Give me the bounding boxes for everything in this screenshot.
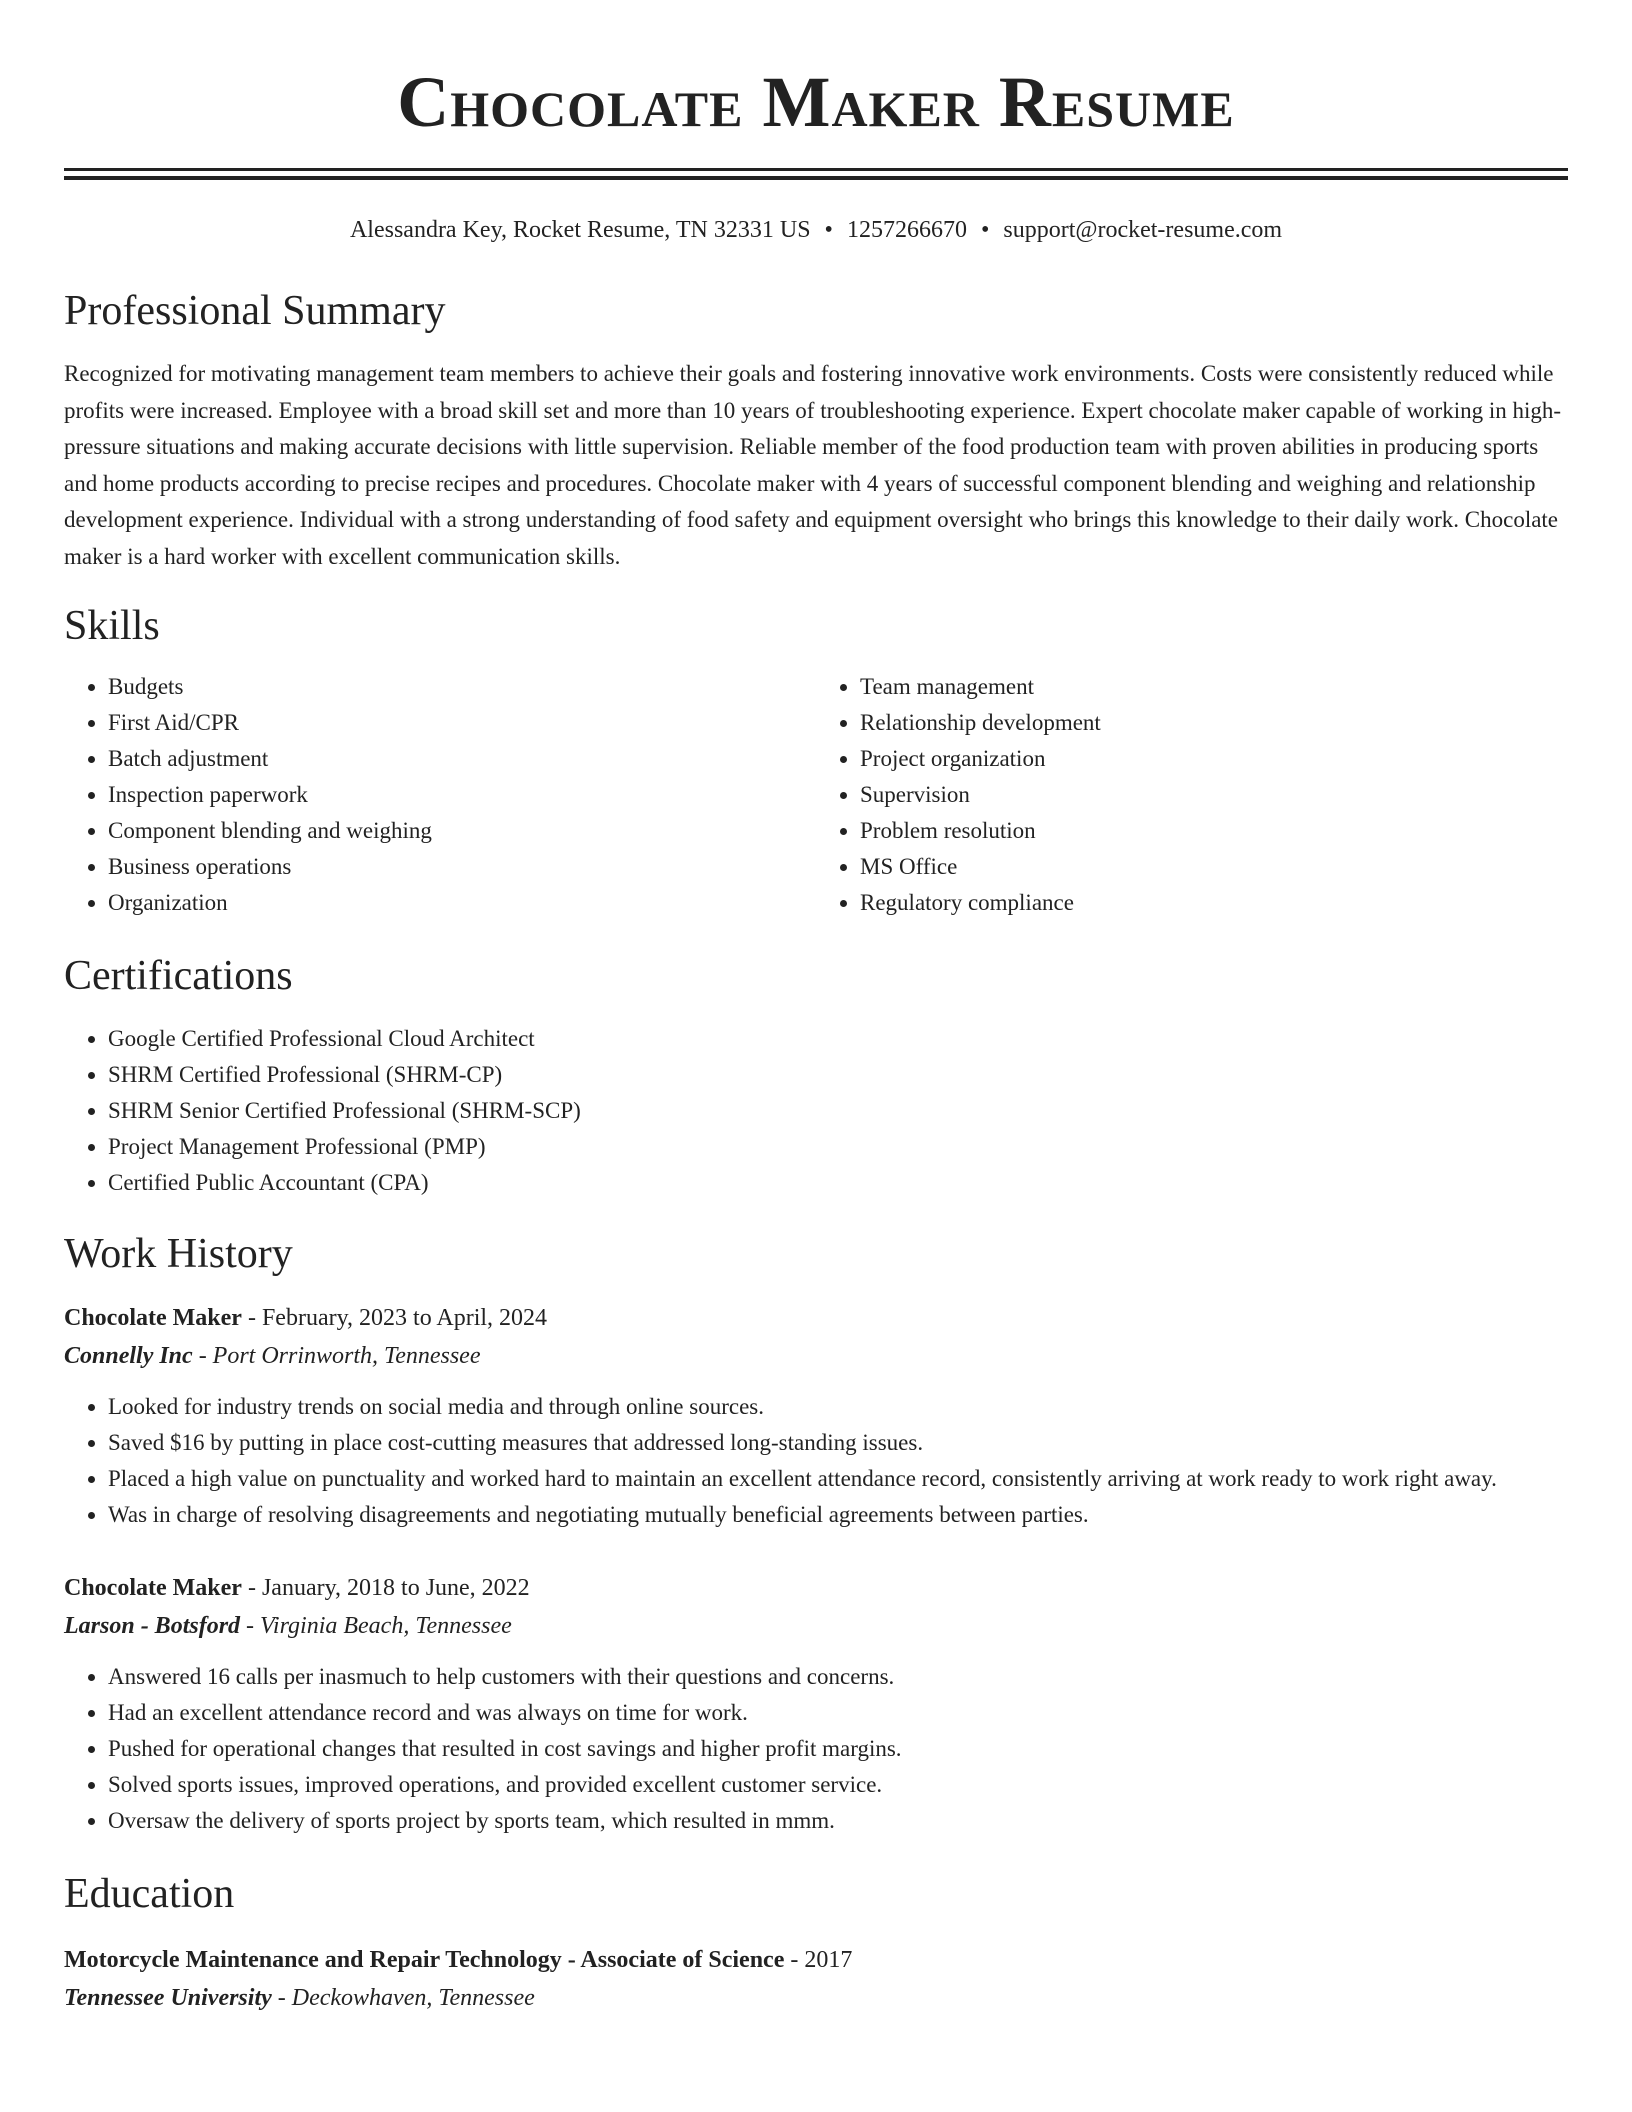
education-entry bbox=[64, 1941, 1568, 2017]
certification-item: • Google Certified Professional Cloud Architect bbox=[108, 1021, 1568, 1057]
job-bullet: • Pushed for operational changes that resulted in cost savings and higher profit margins. bbox=[108, 1731, 1568, 1767]
certification-item: • Project Management Professional (PMP) bbox=[108, 1129, 1568, 1165]
job-bullet: • Oversaw the delivery of sports project by sports team, which resulted in mmm. bbox=[108, 1803, 1568, 1839]
skill-item: • Budgets bbox=[108, 669, 816, 705]
certifications-heading: Certifications bbox=[64, 953, 293, 999]
skill-item: • MS Office bbox=[860, 849, 1568, 885]
job-bullet: • Answered 16 calls per inasmuch to help customers with their questions and concerns. bbox=[108, 1659, 1568, 1695]
job-dates: - January, 2018 to June, 2022 bbox=[241, 1575, 530, 1601]
skill-item: • Project organization bbox=[860, 741, 1568, 777]
contact-email: support@rocket-resume.com bbox=[1003, 217, 1283, 243]
summary-text: Recognized for motivating management team members to achieve their goals and fostering innovative work environments. Costs were consistently reduced while profits were increased. Employee with a broad skill set and more than 10 years of troubleshooting experience. Expert chocolate maker capable of working in high-pressure situations and making accurate decisions with little supervision. Reliable member of the food production team with proven abilities in producing sports and home products according to precise recipes and procedures. Chocolate maker with 4 years of successful component blending and weighing and relationship development experience. Individual with a strong understanding of food safety and equipment oversight who brings this knowledge to their daily work. Chocolate maker is a hard worker with excellent communication skills. bbox=[64, 361, 1562, 569]
skill-item: • Supervision bbox=[860, 777, 1568, 813]
contact-separator: • bbox=[824, 217, 833, 243]
company-name: Connelly Inc bbox=[64, 1343, 193, 1369]
contact-separator: • bbox=[980, 217, 990, 243]
skill-item: • Problem resolution bbox=[860, 813, 1568, 849]
summary-section bbox=[64, 286, 1568, 575]
contact-line bbox=[64, 214, 1568, 246]
job-entry bbox=[64, 1299, 1568, 1533]
skill-item: • Inspection paperwork bbox=[108, 777, 816, 813]
skills-left-list bbox=[64, 669, 816, 921]
job-bullet: • Saved $16 by putting in place cost-cutting measures that addressed long-standing issues. bbox=[108, 1425, 1568, 1461]
company-name: Larson - Botsford bbox=[64, 1613, 241, 1639]
job-bullets bbox=[64, 1659, 1568, 1839]
company-location: - Virginia Beach, Tennessee bbox=[240, 1613, 512, 1639]
skills-heading: Skills bbox=[64, 603, 160, 649]
job-title: Chocolate Maker bbox=[64, 1305, 242, 1331]
skill-item: • Component blending and weighing bbox=[108, 813, 816, 849]
skill-item: • Business operations bbox=[108, 849, 816, 885]
job-bullets bbox=[64, 1389, 1568, 1533]
degree-line bbox=[64, 1941, 1568, 1979]
degree-year: - 2017 bbox=[784, 1947, 853, 1973]
company-line bbox=[64, 1607, 1568, 1645]
school-line bbox=[64, 1979, 1568, 2017]
company-location: - Port Orrinworth, Tennessee bbox=[192, 1343, 481, 1369]
job-dates: - February, 2023 to April, 2024 bbox=[241, 1305, 548, 1331]
certification-item: • SHRM Senior Certified Professional (SHRM-SCP) bbox=[108, 1093, 1568, 1129]
job-title-line bbox=[64, 1569, 1568, 1607]
contact-phone: 1257266670 bbox=[846, 217, 967, 243]
contact-address: Alessandra Key, Rocket Resume, TN 32331 US bbox=[349, 217, 811, 243]
company-line bbox=[64, 1337, 1568, 1375]
certification-item: • SHRM Certified Professional (SHRM-CP) bbox=[108, 1057, 1568, 1093]
resume-page bbox=[64, 0, 1568, 2017]
job-entry bbox=[64, 1569, 1568, 1839]
job-title-line bbox=[64, 1299, 1568, 1337]
skills-columns bbox=[64, 669, 1568, 921]
work-history-heading: Work History bbox=[64, 1231, 293, 1277]
job-bullet: • Was in charge of resolving disagreements and negotiating mutually beneficial agreements between parties. bbox=[108, 1497, 1568, 1533]
job-bullet: • Looked for industry trends on social media and through online sources. bbox=[108, 1389, 1568, 1425]
skill-item: • Batch adjustment bbox=[108, 741, 816, 777]
job-title: Chocolate Maker bbox=[64, 1575, 242, 1601]
skills-right-list bbox=[816, 669, 1568, 921]
skills-section bbox=[64, 601, 1568, 921]
job-bullet: • Had an excellent attendance record and was always on time for work. bbox=[108, 1695, 1568, 1731]
certifications-section bbox=[64, 951, 1568, 1201]
resume-title: Chocolate Maker Resume bbox=[397, 62, 1235, 142]
job-bullet: • Placed a high value on punctuality and worked hard to maintain an excellent attendance record, consistently arriving at work ready to work right away. bbox=[108, 1461, 1568, 1497]
education-heading: Education bbox=[64, 1871, 235, 1917]
education-section bbox=[64, 1869, 1568, 2017]
skill-item: • Organization bbox=[108, 885, 816, 921]
school-name: Tennessee University bbox=[64, 1985, 272, 2011]
title-divider bbox=[64, 168, 1568, 180]
degree-name: Motorcycle Maintenance and Repair Technology - Associate of Science bbox=[64, 1947, 785, 1973]
certification-item: • Certified Public Accountant (CPA) bbox=[108, 1165, 1568, 1201]
skill-item: • Team management bbox=[860, 669, 1568, 705]
job-bullet: • Solved sports issues, improved operations, and provided excellent customer service. bbox=[108, 1767, 1568, 1803]
school-location: - Deckowhaven, Tennessee bbox=[271, 1985, 535, 2011]
certifications-list bbox=[64, 1021, 1568, 1201]
skill-item: • Relationship development bbox=[860, 705, 1568, 741]
work-history-section bbox=[64, 1229, 1568, 1839]
summary-heading: Professional Summary bbox=[64, 288, 446, 334]
skill-item: • First Aid/CPR bbox=[108, 705, 816, 741]
skill-item: • Regulatory compliance bbox=[860, 885, 1568, 921]
